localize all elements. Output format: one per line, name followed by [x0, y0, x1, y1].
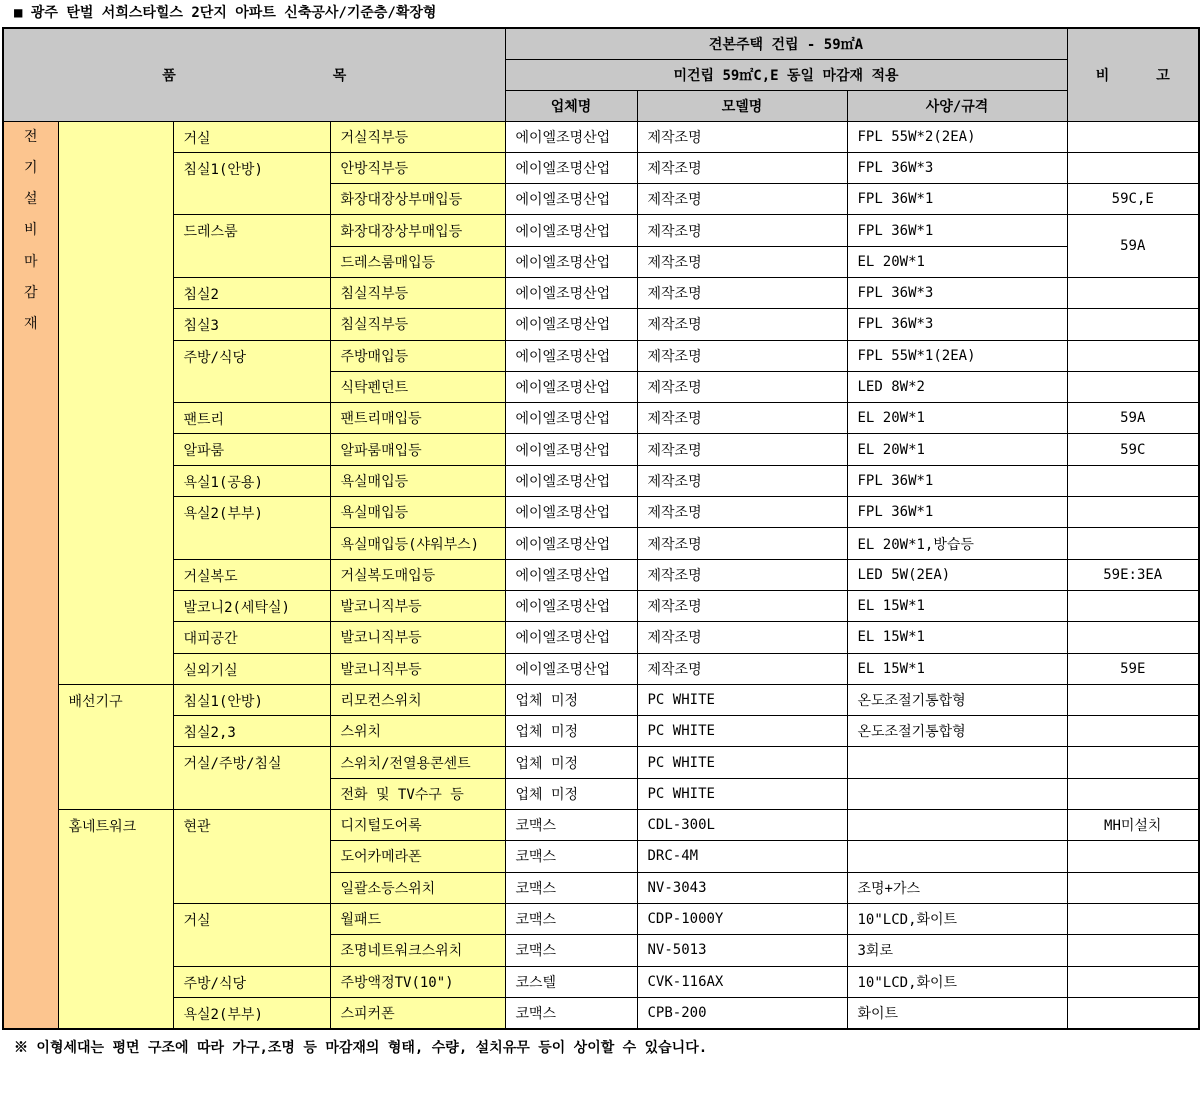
remark-cell — [1067, 371, 1199, 402]
group-lighting — [58, 121, 173, 684]
company-column-header: 업체명 — [505, 90, 637, 121]
model-cell: 제작조명 — [637, 340, 847, 371]
item-cell: 발코니직부등 — [330, 622, 505, 653]
item-cell: 스위치/전열용콘센트 — [330, 747, 505, 778]
item-cell: 알파룸매입등 — [330, 434, 505, 465]
company-cell: 에이엘조명산업 — [505, 371, 637, 402]
group-wiring: 배선기구 — [58, 684, 173, 809]
model-cell: 제작조명 — [637, 215, 847, 246]
remark-cell — [1067, 309, 1199, 340]
spec-cell: EL 15W*1 — [847, 622, 1067, 653]
remark-cell — [1067, 590, 1199, 621]
item-cell: 식탁펜던트 — [330, 371, 505, 402]
category-char: 재 — [23, 316, 38, 333]
remark-cell — [1067, 716, 1199, 747]
location-cell: 침실3 — [173, 309, 330, 340]
spec-cell: FPL 36W*3 — [847, 152, 1067, 183]
model-cell: PC WHITE — [637, 778, 847, 809]
location-cell: 주방/식당 — [173, 340, 330, 403]
table-row — [3, 747, 1199, 778]
table-row — [3, 121, 1199, 152]
model-cell: 제작조명 — [637, 622, 847, 653]
remark-cell — [1067, 465, 1199, 496]
item-cell: 거실직부등 — [330, 121, 505, 152]
company-cell: 에이엘조명산업 — [505, 653, 637, 684]
item-cell: 월패드 — [330, 903, 505, 934]
spec-cell — [847, 747, 1067, 778]
location-cell: 알파룸 — [173, 434, 330, 465]
model-cell: NV-3043 — [637, 872, 847, 903]
remarks-header — [1067, 28, 1199, 121]
model-cell: CDP-1000Y — [637, 903, 847, 934]
model-cell: 제작조명 — [637, 309, 847, 340]
remark-cell: 59E:3EA — [1067, 559, 1199, 590]
model-cell: CDL-300L — [637, 810, 847, 841]
company-cell: 에이엘조명산업 — [505, 340, 637, 371]
model-cell: NV-5013 — [637, 935, 847, 966]
model-cell: 제작조명 — [637, 371, 847, 402]
finish-materials-table — [2, 27, 1200, 1030]
remark-cell — [1067, 340, 1199, 371]
remark-cell: MH미설치 — [1067, 810, 1199, 841]
location-cell: 실외기실 — [173, 653, 330, 684]
model-cell: 제작조명 — [637, 152, 847, 183]
company-cell: 에이엘조명산업 — [505, 152, 637, 183]
table-row — [3, 434, 1199, 465]
location-cell: 욕실2(부부) — [173, 497, 330, 560]
model-cell: 제작조명 — [637, 246, 847, 277]
company-cell: 에이엘조명산업 — [505, 277, 637, 308]
remark-cell — [1067, 997, 1199, 1028]
table-row — [3, 340, 1199, 371]
footnote: ※ 이형세대는 평면 구조에 따라 가구,조명 등 마감재의 형태, 수량, 설치유무 등이 상이할 수 있습니다. — [14, 1040, 708, 1056]
model-cell: PC WHITE — [637, 716, 847, 747]
table-row — [3, 997, 1199, 1028]
item-cell: 일괄소등스위치 — [330, 872, 505, 903]
table-row — [3, 309, 1199, 340]
category-char: 마 — [23, 253, 38, 270]
model-house-header: 견본주택 건립 - 59㎡A — [505, 28, 1067, 59]
category-char: 설 — [23, 191, 38, 208]
company-cell: 업체 미정 — [505, 747, 637, 778]
location-cell: 욕실2(부부) — [173, 997, 330, 1028]
unbuilt-header: 미건립 59㎡C,E 동일 마감재 적용 — [505, 59, 1067, 90]
location-cell: 침실2 — [173, 277, 330, 308]
table-row — [3, 684, 1199, 715]
item-cell: 안방직부등 — [330, 152, 505, 183]
remark-cell — [1067, 497, 1199, 528]
item-cell: 욕실매입등 — [330, 465, 505, 496]
company-cell: 에이엘조명산업 — [505, 403, 637, 434]
company-cell: 코맥스 — [505, 810, 637, 841]
item-cell: 거실복도매입등 — [330, 559, 505, 590]
company-cell: 에이엘조명산업 — [505, 121, 637, 152]
model-cell: 제작조명 — [637, 465, 847, 496]
remark-cell: 59A — [1067, 215, 1199, 278]
model-cell: CVK-116AX — [637, 966, 847, 997]
item-cell: 도어카메라폰 — [330, 841, 505, 872]
table-row — [3, 403, 1199, 434]
spec-cell: EL 15W*1 — [847, 590, 1067, 621]
model-cell: 제작조명 — [637, 497, 847, 528]
location-cell: 현관 — [173, 810, 330, 904]
remark-cell: 59C — [1067, 434, 1199, 465]
company-cell: 에이엘조명산업 — [505, 434, 637, 465]
table-row — [3, 810, 1199, 841]
company-cell: 업체 미정 — [505, 778, 637, 809]
spec-cell: FPL 55W*1(2EA) — [847, 340, 1067, 371]
company-cell: 에이엘조명산업 — [505, 246, 637, 277]
company-cell: 에이엘조명산업 — [505, 465, 637, 496]
company-cell: 에이엘조명산업 — [505, 497, 637, 528]
company-cell: 에이엘조명산업 — [505, 309, 637, 340]
model-cell: 제작조명 — [637, 403, 847, 434]
item-cell: 드레스룸매입등 — [330, 246, 505, 277]
spec-cell: 온도조절기통합형 — [847, 716, 1067, 747]
item-header — [3, 28, 505, 121]
company-cell: 에이엘조명산업 — [505, 528, 637, 559]
spec-cell: 10"LCD,화이트 — [847, 903, 1067, 934]
spec-cell: LED 5W(2EA) — [847, 559, 1067, 590]
model-cell: 제작조명 — [637, 559, 847, 590]
table-row — [3, 215, 1199, 246]
remark-cell — [1067, 903, 1199, 934]
group-home-network: 홈네트워크 — [58, 810, 173, 1029]
company-cell: 에이엘조명산업 — [505, 590, 637, 621]
company-cell: 에이엘조명산업 — [505, 559, 637, 590]
spec-cell — [847, 778, 1067, 809]
item-cell: 화장대장상부매입등 — [330, 215, 505, 246]
model-cell: DRC-4M — [637, 841, 847, 872]
model-cell: CPB-200 — [637, 997, 847, 1028]
remark-cell — [1067, 152, 1199, 183]
category-char: 기 — [23, 159, 38, 176]
remark-cell — [1067, 778, 1199, 809]
spec-cell: 10"LCD,화이트 — [847, 966, 1067, 997]
spec-cell: FPL 36W*3 — [847, 277, 1067, 308]
model-cell: 제작조명 — [637, 184, 847, 215]
item-cell: 조명네트워크스위치 — [330, 935, 505, 966]
remark-cell — [1067, 622, 1199, 653]
model-column-header: 모델명 — [637, 90, 847, 121]
remarks-header-left: 비 — [1095, 67, 1110, 84]
company-cell: 코맥스 — [505, 841, 637, 872]
table-row — [3, 622, 1199, 653]
company-cell: 에이엘조명산업 — [505, 215, 637, 246]
item-cell: 욕실매입등(샤워부스) — [330, 528, 505, 559]
spec-cell: 3회로 — [847, 935, 1067, 966]
table-row — [3, 465, 1199, 496]
remark-cell — [1067, 747, 1199, 778]
remark-cell — [1067, 841, 1199, 872]
model-cell: PC WHITE — [637, 684, 847, 715]
item-cell: 리모컨스위치 — [330, 684, 505, 715]
company-cell: 코맥스 — [505, 872, 637, 903]
spec-cell: LED 8W*2 — [847, 371, 1067, 402]
location-cell: 거실복도 — [173, 559, 330, 590]
remark-cell — [1067, 872, 1199, 903]
company-cell: 코스텔 — [505, 966, 637, 997]
spec-cell: EL 20W*1 — [847, 403, 1067, 434]
category-char: 전 — [23, 128, 38, 145]
table-row — [3, 716, 1199, 747]
location-cell: 거실 — [173, 121, 330, 152]
category-char: 감 — [23, 284, 38, 301]
company-cell: 에이엘조명산업 — [505, 184, 637, 215]
table-row — [3, 903, 1199, 934]
spec-cell: EL 15W*1 — [847, 653, 1067, 684]
company-cell: 업체 미정 — [505, 716, 637, 747]
spec-cell — [847, 810, 1067, 841]
item-cell: 전화 및 TV수구 등 — [330, 778, 505, 809]
spec-cell: EL 20W*1 — [847, 434, 1067, 465]
model-cell: 제작조명 — [637, 121, 847, 152]
table-row — [3, 277, 1199, 308]
item-cell: 침실직부등 — [330, 309, 505, 340]
spec-cell: 조명+가스 — [847, 872, 1067, 903]
spec-cell: EL 20W*1 — [847, 246, 1067, 277]
spec-cell: 온도조절기통합형 — [847, 684, 1067, 715]
item-cell: 팬트리매입등 — [330, 403, 505, 434]
company-cell: 업체 미정 — [505, 684, 637, 715]
spec-cell: FPL 36W*1 — [847, 465, 1067, 496]
location-cell: 침실1(안방) — [173, 684, 330, 715]
location-cell: 욕실1(공용) — [173, 465, 330, 496]
document-title: ■ 광주 탄벌 서희스타힐스 2단지 아파트 신축공사/기준층/확장형 — [14, 5, 437, 21]
spec-cell: EL 20W*1,방습등 — [847, 528, 1067, 559]
spec-cell: FPL 36W*1 — [847, 215, 1067, 246]
item-cell: 욕실매입등 — [330, 497, 505, 528]
model-cell: 제작조명 — [637, 277, 847, 308]
table-row — [3, 559, 1199, 590]
item-cell: 주방액정TV(10") — [330, 966, 505, 997]
model-cell: 제작조명 — [637, 528, 847, 559]
table-row — [3, 590, 1199, 621]
remark-cell — [1067, 684, 1199, 715]
location-cell: 거실/주방/침실 — [173, 747, 330, 810]
model-cell: 제작조명 — [637, 434, 847, 465]
location-cell: 거실 — [173, 903, 330, 966]
table-row — [3, 653, 1199, 684]
location-cell: 드레스룸 — [173, 215, 330, 278]
item-cell: 발코니직부등 — [330, 590, 505, 621]
model-cell: 제작조명 — [637, 590, 847, 621]
location-cell: 대피공간 — [173, 622, 330, 653]
company-cell: 에이엘조명산업 — [505, 622, 637, 653]
category-char: 비 — [23, 222, 38, 239]
item-cell: 침실직부등 — [330, 277, 505, 308]
model-cell: PC WHITE — [637, 747, 847, 778]
item-cell: 스피커폰 — [330, 997, 505, 1028]
remark-cell: 59E — [1067, 653, 1199, 684]
remark-cell — [1067, 277, 1199, 308]
table-row — [3, 497, 1199, 528]
spec-cell — [847, 841, 1067, 872]
company-cell: 코맥스 — [505, 903, 637, 934]
item-cell: 디지털도어록 — [330, 810, 505, 841]
spec-cell: 화이트 — [847, 997, 1067, 1028]
location-cell: 침실1(안방) — [173, 152, 330, 215]
spec-column-header: 사양/규격 — [847, 90, 1067, 121]
remark-cell — [1067, 935, 1199, 966]
location-cell: 주방/식당 — [173, 966, 330, 997]
remark-cell: 59C,E — [1067, 184, 1199, 215]
remark-cell: 59A — [1067, 403, 1199, 434]
company-cell: 코맥스 — [505, 997, 637, 1028]
spec-cell: FPL 36W*1 — [847, 497, 1067, 528]
remark-cell — [1067, 528, 1199, 559]
spec-cell: FPL 36W*1 — [847, 184, 1067, 215]
table-row — [3, 152, 1199, 183]
item-cell: 주방매입등 — [330, 340, 505, 371]
item-cell: 발코니직부등 — [330, 653, 505, 684]
table-row — [3, 966, 1199, 997]
item-cell: 스위치 — [330, 716, 505, 747]
model-cell: 제작조명 — [637, 653, 847, 684]
location-cell: 발코니2(세탁실) — [173, 590, 330, 621]
item-header-right: 목 — [332, 67, 347, 84]
remarks-header-right: 고 — [1156, 67, 1170, 84]
remark-cell — [1067, 121, 1199, 152]
spec-cell: FPL 55W*2(2EA) — [847, 121, 1067, 152]
company-cell: 코맥스 — [505, 935, 637, 966]
category-cell — [3, 121, 58, 1029]
location-cell: 침실2,3 — [173, 716, 330, 747]
item-cell: 화장대장상부매입등 — [330, 184, 505, 215]
location-cell: 팬트리 — [173, 403, 330, 434]
item-header-left: 품 — [162, 67, 176, 84]
spec-cell: FPL 36W*3 — [847, 309, 1067, 340]
remark-cell — [1067, 966, 1199, 997]
